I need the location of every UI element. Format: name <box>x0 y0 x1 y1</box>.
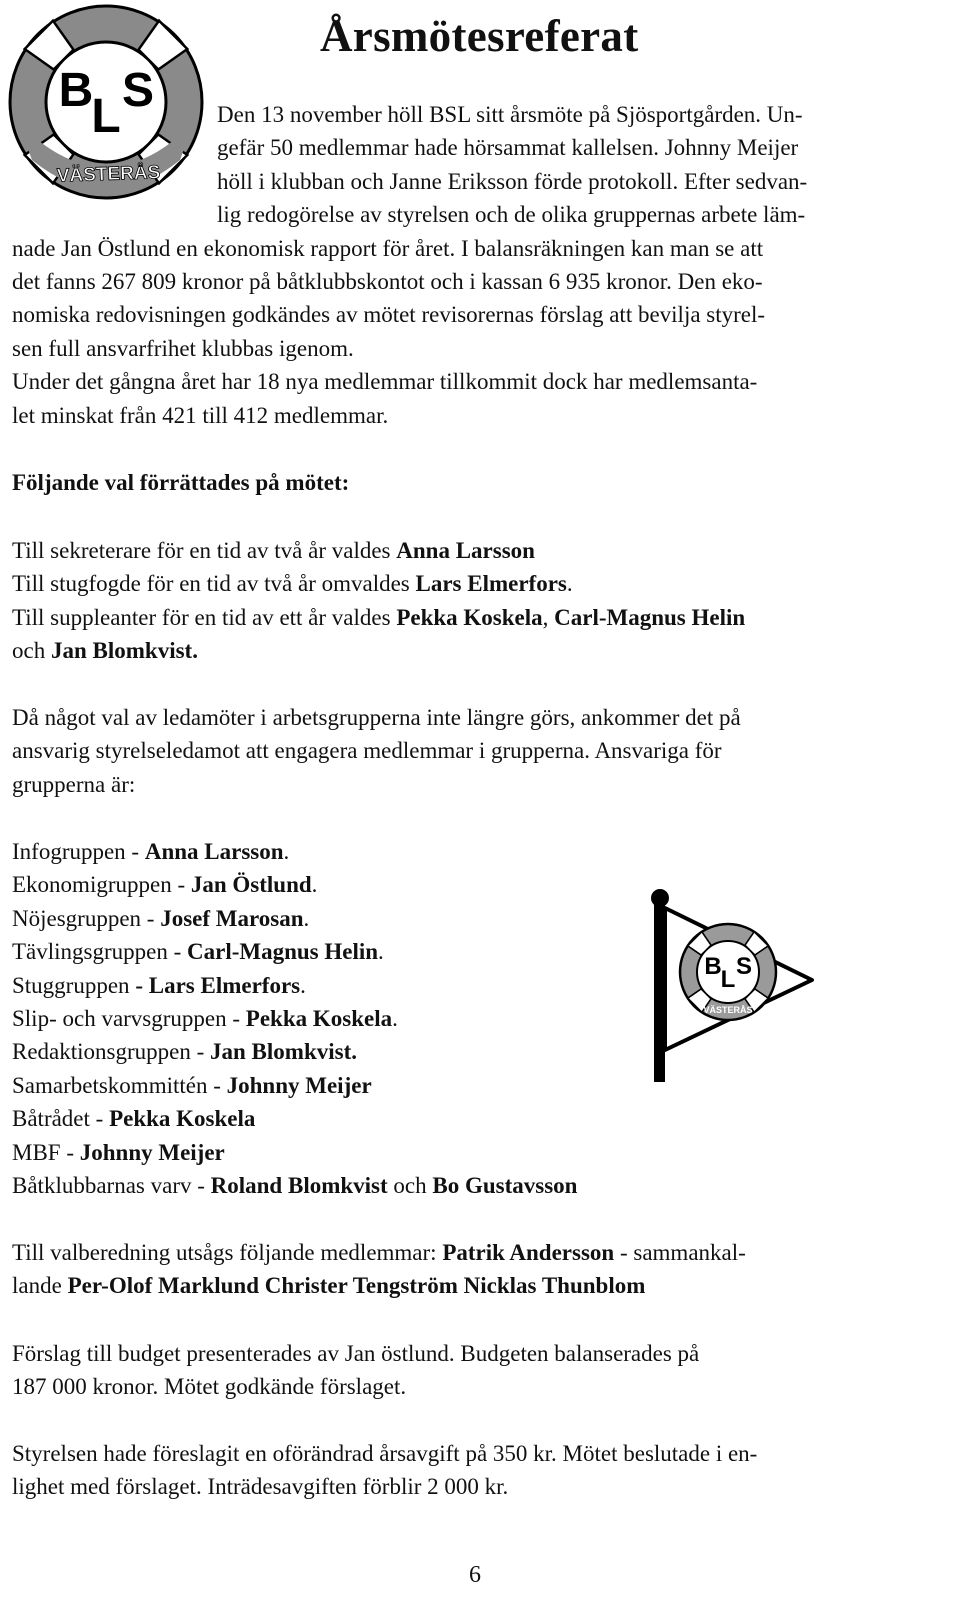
group-label: Infogruppen - <box>12 839 145 864</box>
group-label: MBF - <box>12 1139 80 1165</box>
intro-paragraph <box>12 98 936 432</box>
paragraph-text: - sammankal- <box>614 1240 746 1265</box>
election-text: Till stugfogde för en tid av två år omvaldes <box>12 571 416 597</box>
paragraph-line: grupperna är: <box>12 771 136 797</box>
person-name: Josef Marosan <box>160 905 304 931</box>
person-name: Jan Östlund <box>190 872 312 898</box>
group-item <box>12 1102 942 1135</box>
person-name: Lars Elmerfors <box>415 571 567 597</box>
intro-line: det fanns 267 809 kronor på båtklubbskontot och i kassan 6 935 kronor. Den eko- <box>12 269 763 295</box>
group-item <box>12 835 942 868</box>
logo-letter-l: L <box>91 90 121 143</box>
intro-line: lig redogörelse av styrelsen och de olika gruppernas arbete läm- <box>217 202 806 228</box>
punctuation: . <box>566 571 573 597</box>
group-label: Nöjesgruppen - <box>12 905 161 931</box>
election-stugfogde <box>12 567 942 600</box>
page-number: 6 <box>469 1562 481 1588</box>
logo-ring-text: VÄSTERÅS <box>56 162 161 187</box>
conjunction: och <box>387 1173 433 1199</box>
election-text: Till sekreterare för en tid av två år valdes <box>12 538 397 563</box>
paragraph-text: Till valberedning utsågs följande medlemmar: <box>12 1240 443 1265</box>
intro-line: let minskat från 421 till 412 medlemmar. <box>12 402 389 428</box>
person-name: Patrik Andersson <box>442 1240 615 1265</box>
flag-letter-b: B <box>704 953 722 980</box>
punctuation: , <box>542 604 555 630</box>
flag-letter-l: L <box>720 966 736 993</box>
election-suppleanter-cont <box>12 634 942 667</box>
paragraph-line: Då något val av ledamöter i arbetsgrupperna inte längre görs, ankommer det på <box>12 705 741 730</box>
election-secretary <box>12 534 942 567</box>
election-text: Till suppleanter för en tid av ett år valdes <box>12 604 397 630</box>
person-name: Anna Larsson <box>144 839 284 864</box>
elections-heading-block <box>12 466 942 499</box>
person-name: Carl-Magnus Helin <box>187 939 379 965</box>
club-pennant-icon <box>648 888 818 1084</box>
group-label: Redaktionsgruppen - <box>12 1039 211 1065</box>
person-name: Bo Gustavsson <box>432 1173 578 1199</box>
logo-letter-b: B <box>58 64 94 117</box>
intro-line: sen full ansvarfrihet klubbas igenom. <box>12 335 354 361</box>
person-name: Pekka Koskela <box>109 1106 256 1132</box>
punctuation: . <box>300 972 306 998</box>
election-text: och <box>12 638 51 664</box>
group-label: Slip- och varvsgruppen - <box>12 1006 246 1032</box>
group-label: Båtrådet - <box>12 1106 110 1132</box>
person-name: - Lars Elmerfors <box>135 972 301 998</box>
group-item-varv <box>12 1169 942 1202</box>
group-label: Samarbetskommittén - <box>12 1072 227 1098</box>
punctuation: . <box>303 905 310 931</box>
punctuation: . <box>311 872 318 898</box>
person-name: Johnny Meijer <box>226 1072 372 1098</box>
group-item <box>12 1136 942 1169</box>
paragraph-line: 187 000 kronor. Mötet godkände förslaget. <box>12 1374 407 1400</box>
paragraph-line: lighet med förslaget. Inträdesavgiften förblir 2 000 kr. <box>12 1474 509 1500</box>
person-name: Roland Blomkvist <box>210 1173 388 1199</box>
group-label: Båtklubbarnas varv - <box>12 1173 211 1199</box>
person-name: Jan Blomkvist. <box>50 638 198 664</box>
groups-intro-paragraph <box>12 701 942 801</box>
flag-ring-text: VÄSTERÅS <box>703 1005 753 1015</box>
logo-letter-s: S <box>121 64 155 117</box>
elections-heading: Följande val förrättades på mötet: <box>12 470 350 495</box>
valberedning-paragraph <box>12 1236 942 1303</box>
paragraph-text: lande <box>12 1273 68 1299</box>
flag-letter-s: S <box>735 953 753 980</box>
person-name: Carl-Magnus Helin <box>554 604 746 630</box>
intro-line: Under det gångna året har 18 nya medlemmar tillkommit dock har medlemsanta- <box>12 369 758 395</box>
budget-paragraph <box>12 1337 942 1404</box>
person-name: Jan Blomkvist. <box>210 1039 357 1065</box>
paragraph-line <box>12 1269 942 1302</box>
election-suppleanter <box>12 601 942 634</box>
group-label: Tävlingsgruppen - <box>12 939 188 965</box>
group-label: Ekonomigruppen - <box>12 872 191 898</box>
paragraph-line: ansvarig styrelseledamot att engagera medlemmar i grupperna. Ansvariga för <box>12 738 722 764</box>
intro-line: nade Jan Östlund en ekonomisk rapport för året. I balansräkningen kan man se att <box>12 235 764 261</box>
person-name: Johnny Meijer <box>79 1139 225 1165</box>
page-title: Årsmötesreferat <box>320 11 639 61</box>
intro-line: nomiska redovisningen godkändes av mötet revisorernas förslag att bevilja styrel- <box>12 302 766 328</box>
punctuation: . <box>378 939 384 965</box>
paragraph-line: Styrelsen hade föreslagit en oförändrad årsavgift på 350 kr. Mötet beslutade i en- <box>12 1441 758 1466</box>
person-names: Per-Olof Marklund Christer Tengström Nicklas Thunblom <box>67 1273 646 1299</box>
punctuation: . <box>283 839 290 864</box>
fee-paragraph <box>12 1437 942 1504</box>
paragraph-line <box>12 1236 942 1269</box>
intro-line: höll i klubban och Janne Eriksson förde protokoll. Efter sedvan- <box>217 168 808 194</box>
paragraph-line: Förslag till budget presenterades av Jan östlund. Budgeten balanserades på <box>12 1341 700 1366</box>
elections-list <box>12 534 942 668</box>
group-label: Stuggruppen <box>12 972 136 998</box>
intro-line: Den 13 november höll BSL sitt årsmöte på Sjösportgården. Un- <box>217 102 803 127</box>
intro-line: gefär 50 medlemmar hade hörsammat kallelsen. Johnny Meijer <box>217 135 799 161</box>
person-name: Anna Larsson <box>396 538 535 563</box>
punctuation: . <box>392 1006 398 1032</box>
person-name: Pekka Koskela <box>396 604 543 630</box>
person-name: Pekka Koskela <box>245 1006 393 1032</box>
